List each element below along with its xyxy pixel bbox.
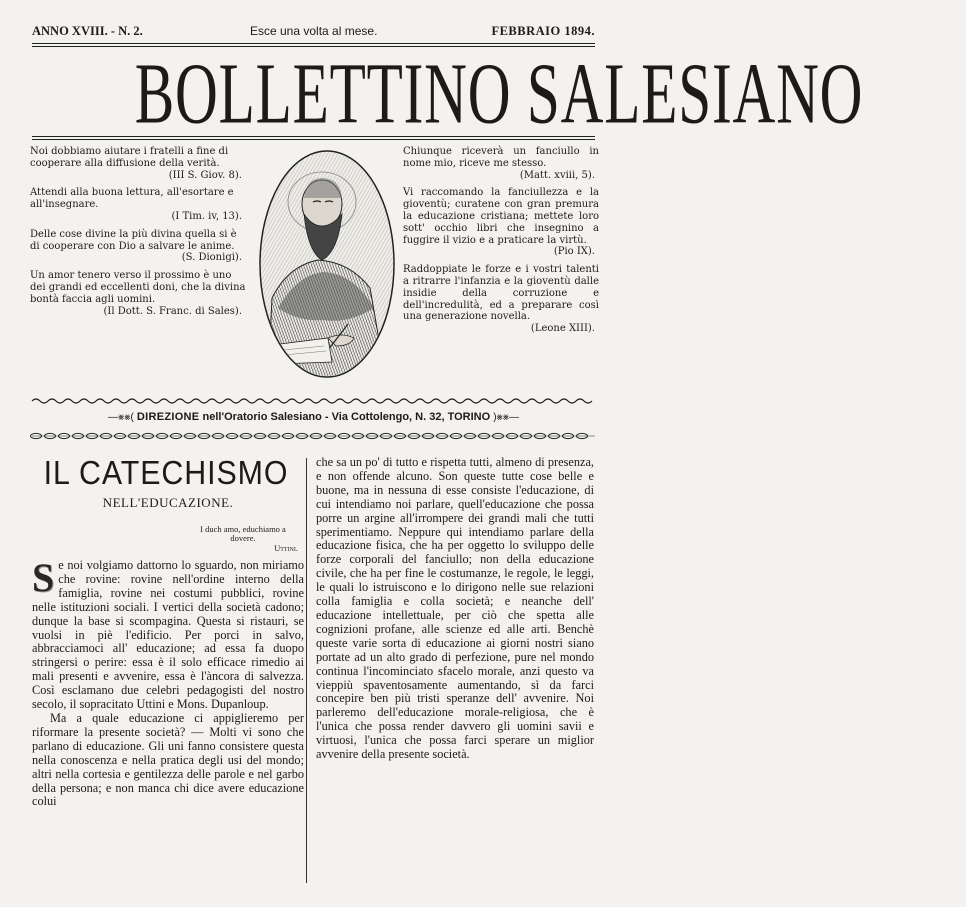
- quotes-right: [403, 146, 599, 341]
- quote-source: (Il Dott. S. Franc. di Sales).: [103, 305, 242, 317]
- header-rule-bottom-2: [32, 139, 595, 140]
- direction-text: nell'Oratorio Salesiano - Via Cottolengo, N. 32, TORINO: [202, 411, 491, 423]
- issue-number: ANNO XVIII. - N. 2.: [32, 24, 143, 38]
- direction-label: DIREZIONE: [136, 411, 200, 423]
- quote-source: (I Tim. iv, 13).: [171, 210, 242, 222]
- quote: [30, 146, 248, 181]
- drop-cap: S: [32, 555, 55, 600]
- quote: [403, 264, 599, 335]
- quote-text: Raddoppiate le forze e i vostri talenti a ritrarre l'infanzia e la gioventù dalle insidie della corruzione e dell'incredulità, ed a preparare così una generazione novella.: [403, 264, 599, 323]
- article-subtitle: NELL'EDUCAZIONE.: [102, 495, 234, 510]
- paragraph: [32, 555, 304, 712]
- ornament-right: )⨳⨳—: [493, 412, 519, 423]
- paragraph: Ma a quale educazione ci appiglieremo per riformare la presente società? — Molti vi sono che parlano di educazione. Gli uni fanno consistere questa nella conoscenza e nella pratica degli usi del mondo; altri nella cortesia e gentilezza delle parole e nel garbo della persona; e non manca chi dice avere educazione colui: [32, 710, 304, 809]
- epigraph-author: Uttini.: [274, 543, 298, 553]
- epigraph: [32, 525, 298, 553]
- article-body-left: [32, 555, 304, 809]
- direction-address: [32, 411, 595, 427]
- masthead: [32, 45, 864, 142]
- ornament-wave-top: [32, 397, 595, 405]
- quote: [403, 146, 599, 181]
- quote-text: Attendi alla buona lettura, all'esortare e all'insegnare.: [30, 187, 234, 211]
- paragraph-text: e noi volgiamo dattorno lo sguardo, non miriamo che rovine: rovine nell'ordine interno della famiglia, rovine nei costumi pubblici, rovine nelle istituzioni sociali. I vertici della società cadono; dunque la base si scompagina. Questa si ristauri, se vuolsi in piè l'edificio. Per porci in salvo, abbracciamoci all' educazione; ad essa fa duopo stringersi o perire: essa è il solo efficace rimedio ai mali presenti e avvenire, essa è l'àncora di salvezza. Così esclamano due celebri pedagogisti del nostro secolo, il sopracitato Uttini e Mons. Dupanloup.: [32, 558, 304, 712]
- quote: [30, 270, 248, 317]
- quote-text: Vi raccomando la fanciullezza e la gioventù; curatene con gran premura la educazione cristiana; mettete loro sott' occhio libri che insegnino a fuggire il vizio e a praticare la virtù.: [403, 187, 599, 246]
- quote-text: Noi dobbiamo aiutare i fratelli a fine di cooperare alla diffusione della verità.: [30, 146, 229, 169]
- quote-source: (Leone XIII).: [530, 323, 595, 335]
- quote-source: (Matt. xviii, 5).: [519, 169, 595, 181]
- article-column-left: [32, 455, 304, 809]
- quote: [30, 187, 248, 222]
- quote-text: Delle cose divine la più divina quella si è di cooperare con Dio a salvare le anime.: [30, 228, 237, 252]
- issue-date: FEBBRAIO 1894.: [491, 24, 595, 38]
- issue-line: [32, 24, 595, 40]
- article-title: IL CATECHISMO: [43, 454, 289, 491]
- saint-portrait-engraving: [258, 148, 396, 380]
- quote: [30, 229, 248, 264]
- ornament-chain: [32, 432, 595, 440]
- quote-source: (Pio IX).: [553, 246, 595, 258]
- quote-text: Un amor tenero verso il prossimo è uno dei grandi ed eccellenti doni, che la divina bontà faccia agli uomini.: [30, 270, 246, 305]
- column-divider: [306, 458, 307, 883]
- quote: [403, 187, 599, 258]
- header-rule-top: [32, 43, 595, 44]
- article-column-right: [316, 456, 594, 762]
- quotes-left: [30, 146, 248, 323]
- quote-text: Chiunque riceverà un fanciullo in nome mio, riceve me stesso.: [403, 146, 599, 169]
- paragraph: che sa un po' di tutto e rispetta tutti, almeno di presenza, e non offende alcuno. Son queste tutte cose belle e buone, ma in nessuna di esse consiste l'educazione, di cui intendiamo noi parlare, quell'educazione che possa porre un argine all'irrompere dei grandi mali che tutti sperimentiamo. Neppure qui intendiamo parlare della educazione fisica, che ha per oggetto lo sviluppo delle forze corporali del fanciullo; non della educazione civile, che ha per fine le costumanze, le regole, le leggi, le quali lo istruiscono e lo dirigono nelle sue relazioni colla famiglia e colla società; e neanche dell' educazione intellettuale, per ciò che spetta alle cognizioni profane, alle scienze ed alle arti. Benchè queste varie sorta di educazione ai giorni nostri siano portate ad un alto grado di perfezione, pure nel mondo continua l'incominciato sfacelo morale, anzi questo va vieppiù spaventosamente aumentando, sì da farci concepire ben più tristi speranze dell' avvenire. Noi parleremo dell'educazione morale-religiosa, che è l'unica che possa render davvero gli uomini savii e virtuosi, l'unica che possa farci sperare un miglior avvenire della presente società.: [316, 455, 594, 762]
- quote-source: (S. Dionigi).: [181, 252, 242, 264]
- epigraph-text: I duch amo, educhiamo a dovere.: [200, 524, 286, 543]
- masthead-title: BOLLETTINO SALESIANO: [134, 45, 864, 142]
- header-rule-bottom: [32, 136, 595, 137]
- publication-frequency: Esce una volta al mese.: [250, 24, 378, 38]
- ornament-left: —⨳⨳(: [108, 412, 134, 423]
- quote-source: (III S. Giov. 8).: [168, 169, 242, 181]
